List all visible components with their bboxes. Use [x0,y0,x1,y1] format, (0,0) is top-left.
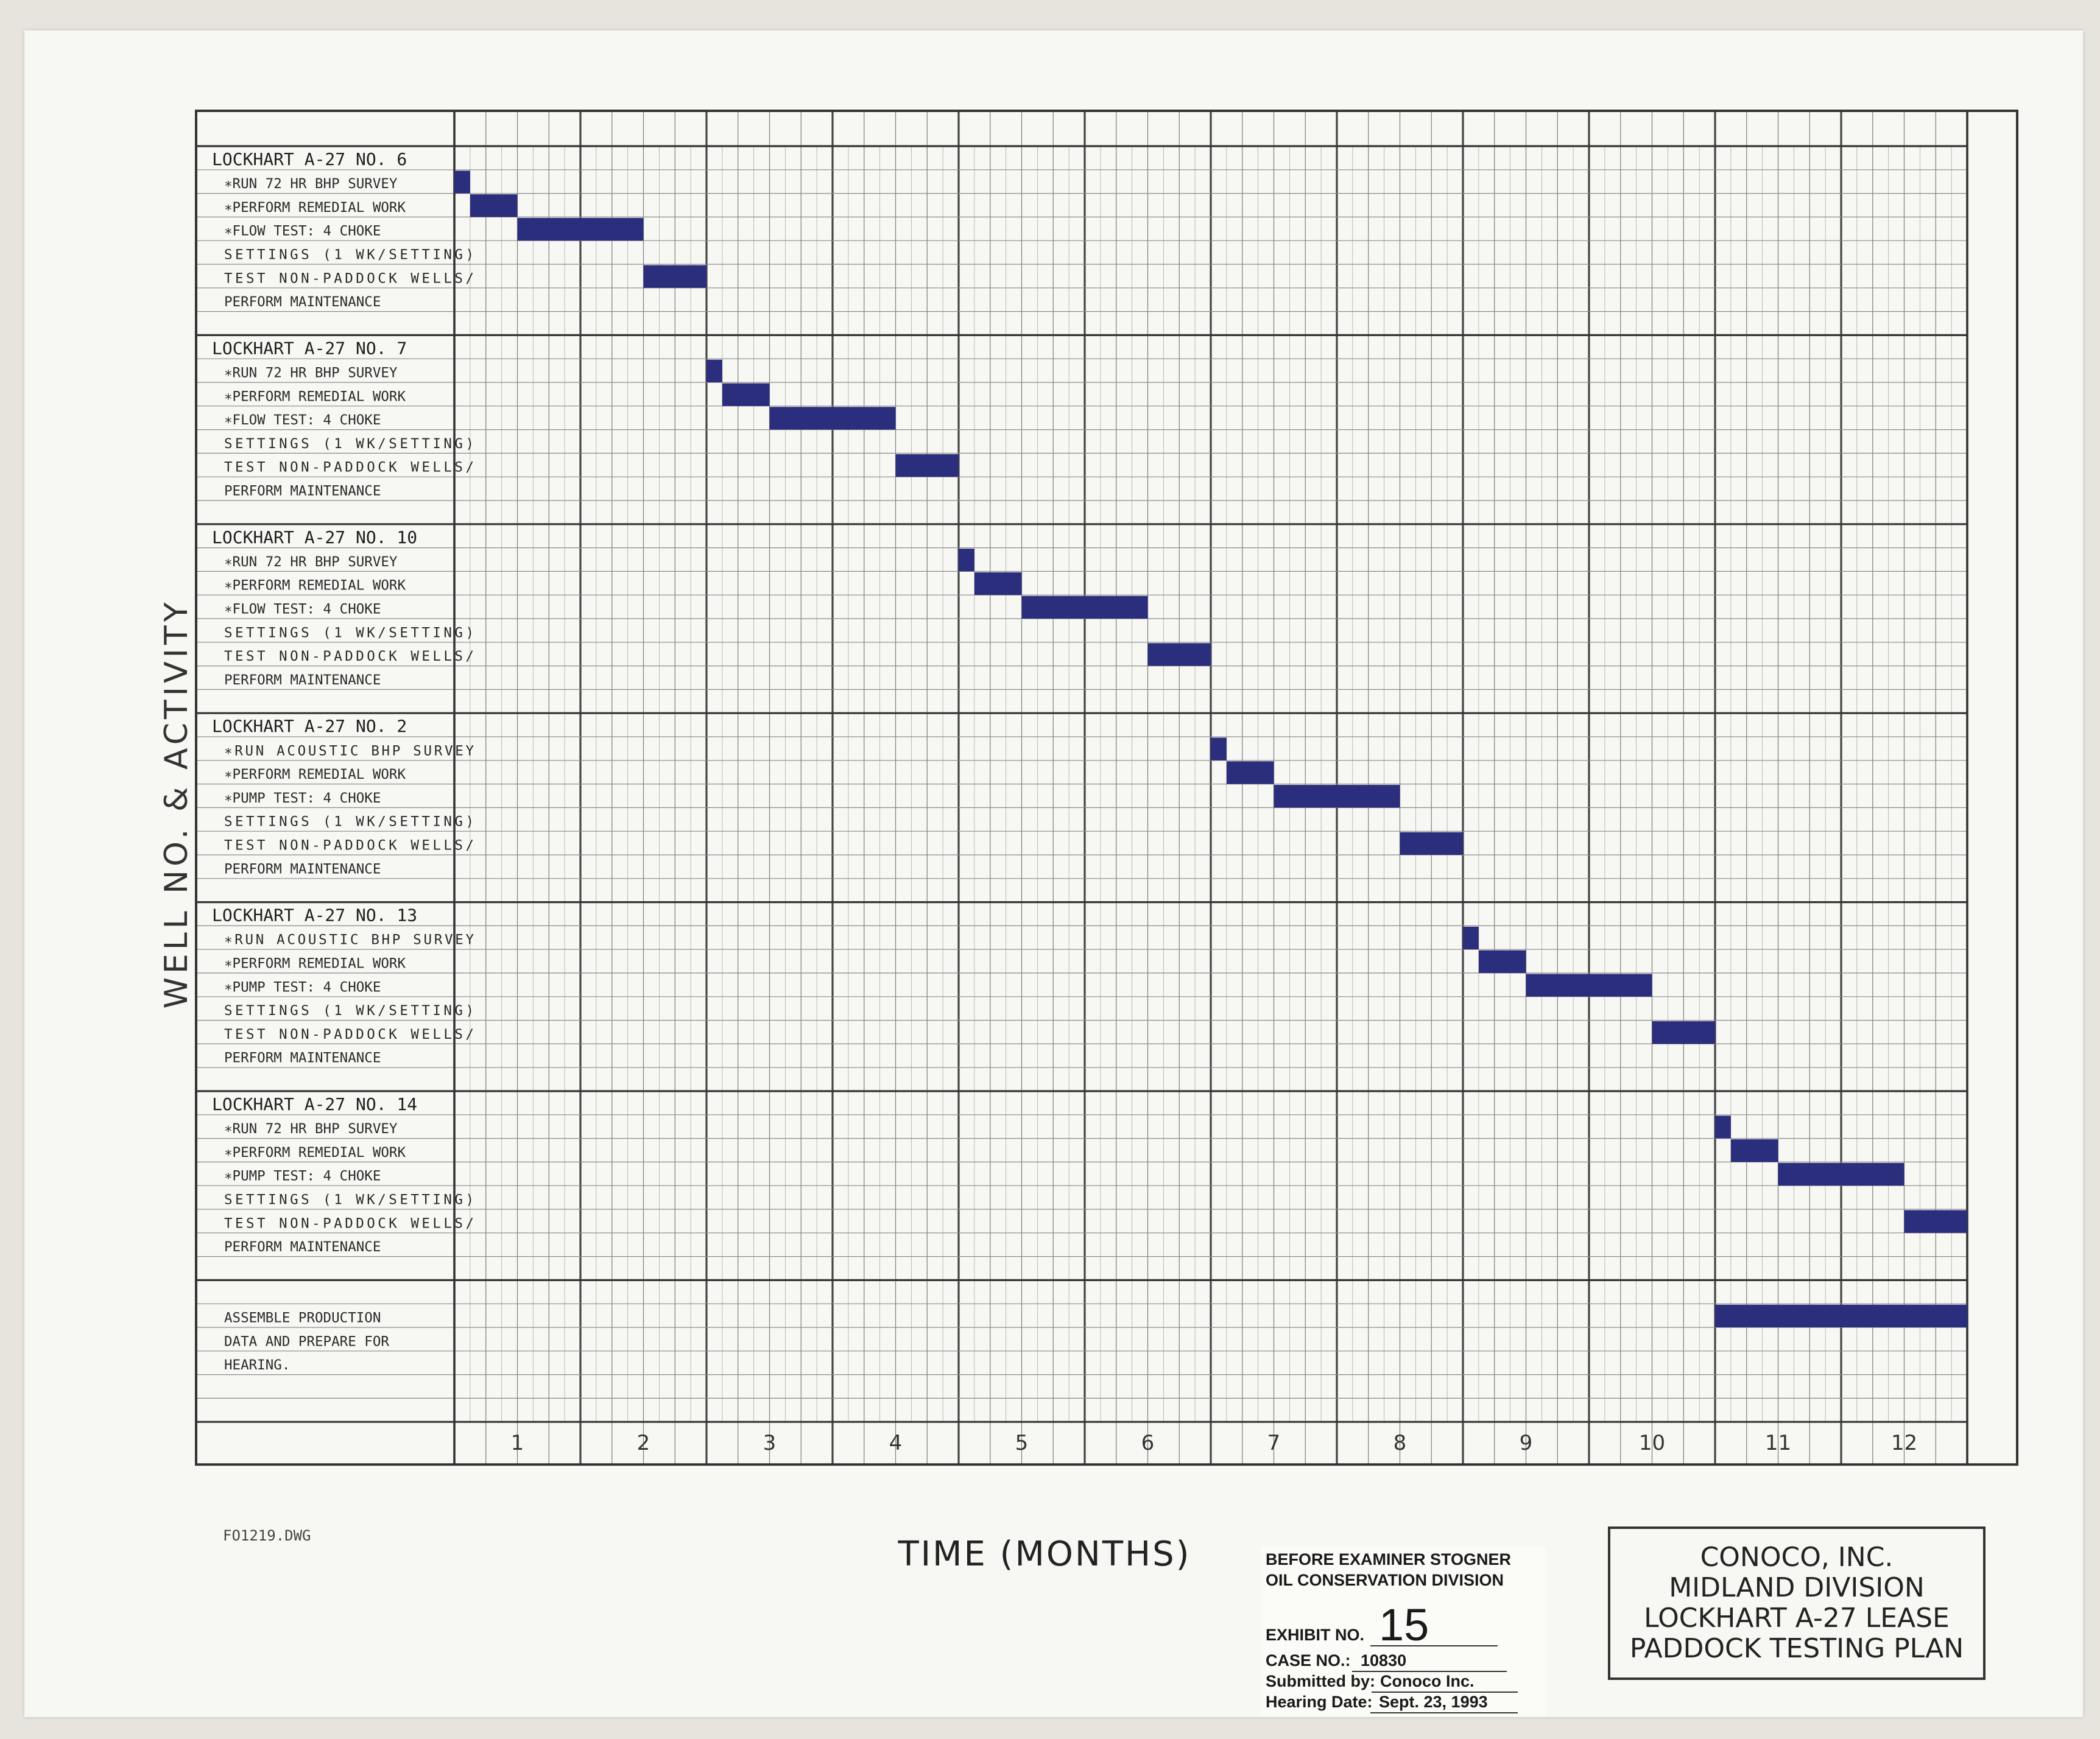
month-tick-label: 3 [763,1431,777,1456]
activity-label: ∗PUMP TEST: 4 CHOKE [224,1168,381,1184]
task-bar [470,194,518,217]
activity-label: SETTINGS (1 WK/SETTING) [224,1003,474,1019]
task-bar [1463,927,1479,949]
activity-label: SETTINGS (1 WK/SETTING) [224,247,474,263]
task-bar [1400,832,1464,855]
task-bar [1274,785,1400,807]
activity-label: TEST NON-PADDOCK WELLS/ [224,459,474,476]
month-tick-label: 2 [636,1431,650,1456]
activity-label: TEST NON-PADDOCK WELLS/ [224,837,474,854]
stamp-exhibit-label: EXHIBIT NO. [1266,1626,1365,1644]
task-bar [896,454,959,477]
task-bar [1715,1305,1967,1327]
month-tick-label: 9 [1519,1431,1533,1456]
activity-label: ∗FLOW TEST: 4 CHOKE [224,412,381,429]
activity-label: ∗PERFORM REMEDIAL WORK [224,767,406,783]
activity-label: TEST NON-PADDOCK WELLS/ [224,270,474,287]
task-bar [518,218,644,241]
activity-label: PERFORM MAINTENANCE [224,861,381,877]
stamp-hearing-label: Hearing Date: [1266,1693,1373,1711]
exhibit-stamp [1261,1547,1546,1716]
activity-label: PERFORM MAINTENANCE [224,1050,381,1066]
activity-label: ∗RUN ACOUSTIC BHP SURVEY [224,743,474,759]
task-bar [1211,738,1227,761]
month-tick-label: 7 [1267,1431,1281,1456]
task-bar [974,572,1022,595]
group-title: LOCKHART A-27 NO. 2 [212,716,407,737]
activity-label: ∗RUN 72 HR BHP SURVEY [224,553,398,570]
activity-label: ∗RUN ACOUSTIC BHP SURVEY [224,932,474,948]
task-bar [1652,1021,1716,1044]
activity-label: SETTINGS (1 WK/SETTING) [224,1192,474,1208]
stamp-division: OIL CONSERVATION DIVISION [1266,1571,1504,1589]
title-division: MIDLAND DIVISION [1669,1572,1925,1603]
group-title: LOCKHART A-27 NO. 6 [212,149,407,170]
task-bar [722,384,770,406]
gantt-chart [24,30,2083,1717]
task-bar [959,549,974,571]
month-tick-label: 8 [1393,1431,1407,1456]
activity-label: PERFORM MAINTENANCE [224,672,381,688]
task-bar [1227,761,1274,784]
group-title: LOCKHART A-27 NO. 14 [212,1094,418,1115]
stamp-submitted-by: Conoco Inc. [1372,1672,1518,1693]
stamp-case-label: CASE NO.: [1266,1651,1351,1670]
chart-sheet [24,30,2083,1717]
group-title: LOCKHART A-27 NO. 10 [212,527,418,547]
activity-label: ∗PERFORM REMEDIAL WORK [224,955,406,972]
title-block [1608,1526,1985,1680]
activity-label: ∗PUMP TEST: 4 CHOKE [224,790,381,806]
drawing-number: FO1219.DWG [223,1527,311,1544]
activity-label: ∗PERFORM REMEDIAL WORK [224,388,406,405]
month-tick-label: 12 [1890,1431,1918,1456]
group-title: LOCKHART A-27 NO. 13 [212,905,418,926]
activity-label: SETTINGS (1 WK/SETTING) [224,813,474,830]
task-bar [1022,596,1148,619]
chart-frame [196,111,2017,1464]
y-axis-label: WELL NO. & ACTIVITY [158,599,195,1009]
month-tick-label: 10 [1638,1431,1666,1456]
activity-label: ∗PUMP TEST: 4 CHOKE [224,979,381,996]
activity-label: PERFORM MAINTENANCE [224,294,381,311]
task-bar [1904,1210,1968,1233]
stamp-examiner: BEFORE EXAMINER STOGNER [1266,1550,1512,1569]
x-axis-label: TIME (MONTHS) [898,1534,1191,1574]
activity-label: SETTINGS (1 WK/SETTING) [224,625,474,641]
month-tick-label: 11 [1764,1431,1792,1456]
month-tick-label: 4 [889,1431,903,1456]
activity-label: ∗PERFORM REMEDIAL WORK [224,577,406,594]
stamp-case-number: 10830 [1352,1651,1507,1672]
task-bar [706,360,722,382]
activity-label: ∗PERFORM REMEDIAL WORK [224,1144,406,1161]
activity-label: ∗PERFORM REMEDIAL WORK [224,199,406,216]
month-tick-label: 6 [1141,1431,1155,1456]
task-bar [770,407,896,429]
title-company: CONOCO, INC. [1700,1542,1894,1573]
stamp-exhibit-number: 15 [1379,1600,1429,1650]
activity-label: ∗RUN 72 HR BHP SURVEY [224,1121,398,1137]
title-plan: PADDOCK TESTING PLAN [1629,1633,1964,1664]
task-bar [454,170,470,193]
activity-label: ∗FLOW TEST: 4 CHOKE [224,223,381,239]
task-bar [1148,643,1211,666]
title-lease: LOCKHART A-27 LEASE [1644,1603,1950,1634]
stamp-submitted-label: Submitted by: [1266,1672,1375,1690]
month-tick-label: 5 [1015,1431,1029,1456]
month-tick-label: 1 [510,1431,524,1456]
group-title: LOCKHART A-27 NO. 7 [212,338,407,359]
task-bar [1715,1115,1731,1138]
activity-label: PERFORM MAINTENANCE [224,483,381,499]
task-bar [1731,1139,1778,1162]
activity-label: ∗FLOW TEST: 4 CHOKE [224,601,381,617]
activity-label: ∗RUN 72 HR BHP SURVEY [224,176,398,192]
stamp-hearing-date: Sept. 23, 1993 [1370,1693,1518,1713]
activity-label: SETTINGS (1 WK/SETTING) [224,435,474,452]
task-bar [1778,1163,1904,1186]
activity-label: ASSEMBLE PRODUCTION [224,1310,381,1326]
activity-label: DATA AND PREPARE FOR [224,1333,389,1350]
activity-label: TEST NON-PADDOCK WELLS/ [224,1215,474,1232]
activity-label: TEST NON-PADDOCK WELLS/ [224,1026,474,1042]
task-bar [1526,974,1652,997]
activity-label: ∗RUN 72 HR BHP SURVEY [224,365,398,381]
activity-label: TEST NON-PADDOCK WELLS/ [224,648,474,665]
task-bar [1479,950,1526,973]
task-bar [644,265,707,288]
activity-label: HEARING. [224,1357,291,1374]
activity-label: PERFORM MAINTENANCE [224,1239,381,1256]
